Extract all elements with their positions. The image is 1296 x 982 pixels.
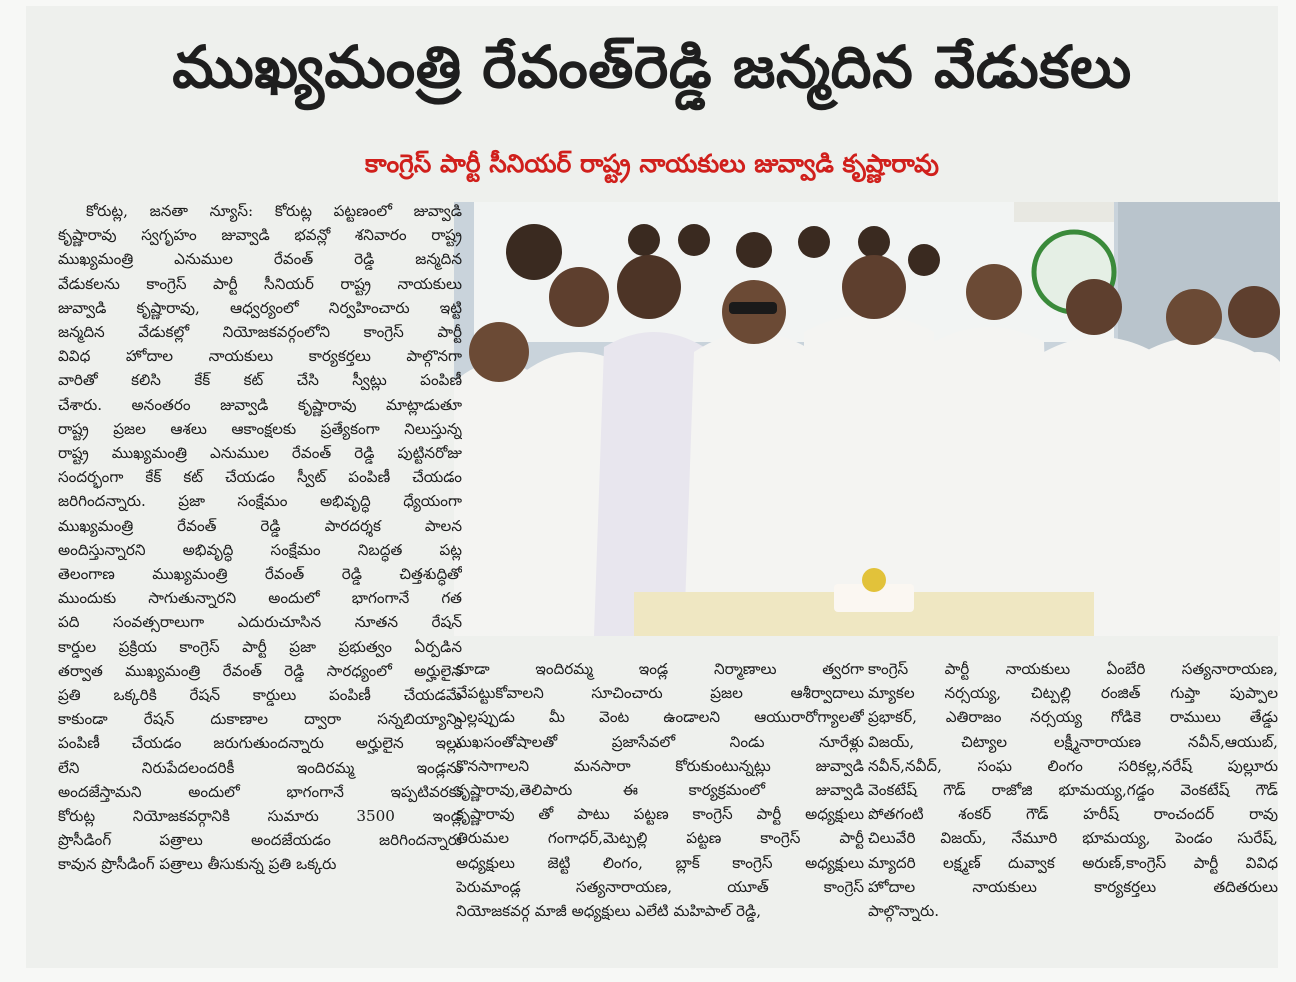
body-text-line: సందర్భంగా కేక్ కట్ చేయడం స్వీట్ పంపిణీ చేయడం — [58, 468, 462, 487]
body-text-line: ముఖ్యమంత్రి రేవంత్ రెడ్డి పారదర్శక పాలన — [58, 516, 462, 535]
body-text-line: జన్మదిన వేడుకల్లో నియోజకవర్గంలోని కాంగ్రెస్ పార్టీ — [58, 323, 462, 341]
body-text-line: కోరుట్ల నియోజకవర్గానికి సుమారు 3500 ఇండ్ల — [58, 807, 462, 825]
body-text-line: కాకుండా రేషన్ దుకాణాల ద్వారా సన్నబియ్యాన్ని — [58, 710, 462, 729]
body-text-line: సుఖసంతోషాలతో ప్రజాసేవలో నిండు నూరేళ్లు — [456, 732, 864, 751]
body-text-line: నియోజకవర్గ మాజీ అధ్యక్షులు ఎలేటి మహిపాల్ రెడ్డి, — [456, 902, 762, 920]
subheadline: కాంగ్రెస్ పార్టీ సీనియర్ రాష్ట్ర నాయకులు జువ్వాడి కృష్ణారావు — [365, 149, 939, 178]
body-text-line: తర్వాత ముఖ్యమంత్రి రేవంత్ రెడ్డి సారధ్యంలో అర్హులైన — [58, 661, 462, 680]
body-text-line: విజయ్, చిట్యాల లక్ష్మీనారాయణ నవీన్,ఆయుబ్, — [868, 732, 1278, 751]
event-photo-illustration — [454, 202, 1280, 636]
body-text-line: ప్రభాకర్, ఎతిరాజం నర్సయ్య గోడికె రాములు తేడ్డు — [868, 708, 1278, 727]
body-text-line: నవీన్,నవీద్, సంఘ లింగం సరికల్ల,నరేష్ పుల్లూరు — [868, 756, 1278, 775]
body-text-line: వివిధ హోదాల నాయకులు కార్యకర్తలు పాల్గొనగా — [58, 347, 462, 366]
body-text-line: రాష్ట్ర ముఖ్యమంత్రి ఎనుముల రేవంత్ రెడ్డి పుట్టినరోజు — [58, 444, 462, 462]
body-text-line: వెంకటేష్ గౌడ్ రాజోజి భూమయ్య,గడ్డం వెంకటేష్ గౌడ్ — [868, 781, 1278, 799]
body-text-line: వారితో కలిసి కేక్ కట్ చేసి స్వీట్లు పంపిణీ — [58, 371, 462, 390]
body-text-line: పంపిణీ చేయడం జరుగుతుందన్నారు అర్హులైన ఇల్లు — [58, 734, 462, 753]
body-text-line: చేపట్టుకోవాలని సూచించారు ప్రజల ఆశీర్వాదాలు — [456, 684, 864, 703]
body-text-line: కృష్ణారావు,తెలిపారు ఈ కార్యక్రమంలో జువ్వాడి — [456, 781, 864, 799]
body-text-line: లేని నిరుపేదలందరికీ ఇందిరమ్మ ఇండ్లను — [58, 758, 462, 777]
body-text-line: పది సంవత్సరాలుగా ఎదురుచూసిన నూతన రేషన్ — [58, 613, 462, 632]
body-text-line: అందిస్తున్నారని అభివృద్ధి సంక్షేమం నిబద్ధత పట్ల — [58, 540, 462, 559]
body-text-line: ప్రతి ఒక్కరికి రేషన్ కార్డులు పంపిణీ చేయడమే — [58, 686, 462, 704]
event-photo — [454, 202, 1280, 636]
body-text-line: కృష్ణారావు స్వగృహం జువ్వాడి భవన్లో శనివారం రాష్ట్ర — [58, 226, 462, 245]
body-text-line: కావున ప్రొసీడింగ్ పత్రాలు తీసుకున్న ప్రతి ఒక్కరు — [58, 855, 337, 874]
body-text-line: తెలంగాణ ముఖ్యమంత్రి రేవంత్ రెడ్డి చిత్తశుద్ధితో — [58, 565, 462, 583]
body-text-line: కూడా ఇందిరమ్మ ఇండ్ల నిర్మాణాలు త్వరగా — [456, 660, 864, 678]
body-text-line: మ్యాదరి లక్ష్మణ్ దువ్వాక అరుణ్,కాంగ్రెస్ పార్టీ వివిధ — [868, 853, 1278, 872]
body-text-line: వేడుకలను కాంగ్రెస్ పార్టీ సీనియర్ రాష్ట్ర నాయకులు — [58, 274, 462, 293]
body-text-line: చేశారు. అనంతరం జువ్వాడి కృష్ణారావు మాట్లాడుతూ — [58, 395, 462, 414]
body-text-line: అందజేస్తామని అందులో భాగంగానే ఇప్పటివరకు — [58, 782, 462, 801]
body-text-line: రాష్ట్ర ప్రజల ఆశలు ఆకాంక్షలకు ప్రత్యేకంగా నిలుస్తున్న — [58, 419, 462, 438]
body-text-line: ముఖ్యమంత్రి ఎనుముల రేవంత్ రెడ్డి జన్మదిన — [58, 250, 462, 269]
body-text-line: ఎల్లప్పుడు మీ వెంట ఉండాలని ఆయురారోగ్యాలతో — [456, 708, 864, 727]
body-text-line: జరిగిందన్నారు. ప్రజా సంక్షేమం అభివృద్ధి ధ్యేయంగా — [58, 492, 462, 511]
body-text-line: కృష్ణారావు తో పాటు పట్టణ కాంగ్రెస్ పార్టీ అధ్యక్షులు — [456, 805, 864, 824]
headline: ముఖ్యమంత్రి రేవంత్‌రెడ్డి జన్మదిన వేడుకలు — [172, 33, 1132, 101]
body-text-line: ప్రొసీడింగ్ పత్రాలు అందజేయడం జరిగిందన్నారు — [58, 831, 462, 850]
body-text-line: పాల్గొన్నారు. — [868, 902, 940, 920]
body-text-line: కార్డుల ప్రక్రియ కాంగ్రెస్ పార్టీ ప్రజా ప్రభుత్వం ఏర్పడిన — [58, 637, 462, 656]
body-text-line: తిరుమల గంగాధర్,మెట్పల్లి పట్టణ కాంగ్రెస్ పార్టీ — [456, 829, 864, 848]
body-text-line: కాంగ్రెస్ పార్టీ నాయకులు ఏంబేరి సత్యనారాయణ, — [868, 660, 1278, 678]
body-text-line: జువ్వాడి కృష్ణారావు, ఆధ్వర్యంలో నిర్వహించారు ఇట్టి — [58, 298, 462, 317]
body-text-line: కోరుట్ల, జనతా న్యూస్: కోరుట్ల పట్టణంలో జువ్వాడి — [86, 202, 462, 220]
body-text-line: కొనసాగాలని మనసారా కోరుకుంటున్నట్లు జువ్వాడి — [456, 756, 864, 775]
body-text-line: ముందుకు సాగుతున్నారని అందులో భాగంగానే గత — [58, 589, 462, 608]
body-text-line: మ్యాకల నర్సయ్య, చిట్పల్లి రంజిత్ గుప్తా పుప్పాల — [868, 684, 1278, 703]
body-text-line: పోతగంటి శంకర్ గౌడ్ హరీష్ రాంచందర్ రావు — [868, 805, 1278, 824]
body-text-line: చిలువేరి విజయ్, నేమూరి భూమయ్య, పెండం సురేష్, — [868, 829, 1278, 848]
body-text-line: అధ్యక్షులు జెట్టి లింగం, బ్లాక్ కాంగ్రెస్ అధ్యక్షులు — [456, 853, 864, 872]
newspaper-clipping — [26, 6, 1278, 968]
body-text-line: పెరుమాండ్ల సత్యనారాయణ, యూత్ కాంగ్రెస్ — [456, 877, 864, 896]
body-text-line: హోదాల నాయకులు కార్యకర్తలు తదితరులు — [868, 877, 1278, 896]
